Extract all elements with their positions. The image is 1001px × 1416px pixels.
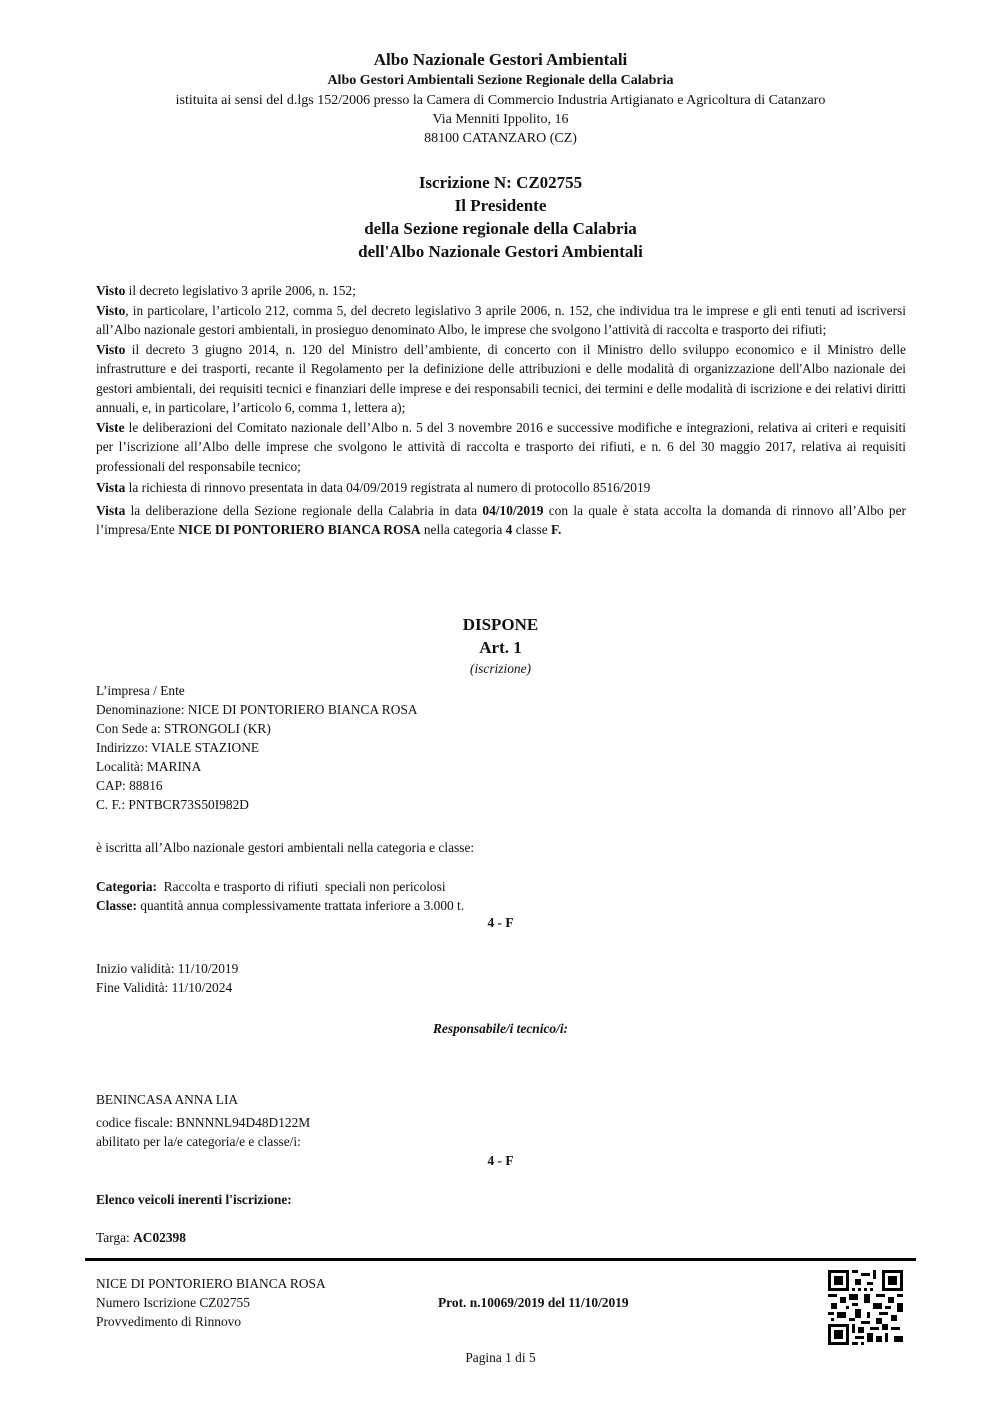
classe-line — [96, 896, 464, 916]
footer-protocollo: Prot. n.10069/2019 del 11/10/2019 — [438, 1295, 629, 1310]
footer-divider — [85, 1258, 916, 1261]
targa-value: AC02398 — [133, 1230, 186, 1245]
preamble-lead: Visto — [96, 341, 126, 357]
codice-fiscale: C. F.: PNTBCR73S50I982D — [96, 797, 249, 812]
fine-validita: Fine Validità: 11/10/2024 — [96, 980, 233, 995]
targa-label: Targa: — [96, 1230, 134, 1245]
classe-label: Classe: — [96, 898, 137, 913]
footer-provvedimento: Provvedimento di Rinnovo — [96, 1314, 242, 1329]
denominazione: Denominazione: NICE DI PONTORIERO BIANCA ROSA — [96, 702, 418, 717]
header-sezione-regionale: Albo Gestori Ambientali Sezione Regionale della Calabria — [327, 73, 674, 88]
deliberation-company: NICE DI PONTORIERO BIANCA ROSA — [178, 522, 421, 537]
header-istituita: istituita ai sensi del d.lgs 152/2006 presso la Camera di Commercio Industria Artigianato e Agricoltura di Catanzaro — [175, 93, 826, 108]
preamble-lead: Visto — [96, 283, 126, 298]
title-sezione: della Sezione regionale della Calabria — [364, 219, 637, 238]
deliberation-text: la deliberazione della Sezione regionale della Calabria in data — [125, 502, 483, 518]
preamble-lead: Visto — [96, 302, 126, 318]
preamble — [96, 281, 906, 540]
title-albo: dell'Albo Nazionale Gestori Ambientali — [358, 242, 643, 261]
title-presidente: Il Presidente — [454, 196, 547, 215]
deliberation-categoria: 4 — [505, 522, 513, 537]
deliberation-text: classe — [512, 522, 552, 537]
targa-line — [96, 1228, 186, 1248]
responsabile-abilitato: abilitato per la/e categoria/e e classe/i: — [96, 1134, 301, 1149]
preamble-item — [96, 418, 906, 477]
responsabile-cf: codice fiscale: BNNNNL94D48D122M — [96, 1115, 311, 1130]
preamble-lead: Viste — [96, 419, 125, 435]
preamble-text: le deliberazioni del Comitato nazionale dell’Albo n. 5 del 3 novembre 2016 e successive modifiche e integrazioni, relativa ai criteri e requisiti per l’iscrizione all’Albo delle imprese che svolgono le attività di raccolta e trasporto dei rifiuti, e n. 6 del 30 maggio 2017, relativa ai requisiti professionali del responsabile tecnico; — [96, 419, 906, 474]
deliberation-text: nella categoria — [420, 522, 506, 537]
footer-numero-iscrizione: Numero Iscrizione CZ02755 — [96, 1295, 250, 1310]
preamble-item — [96, 301, 906, 340]
sede: Con Sede a: STRONGOLI (KR) — [96, 721, 271, 736]
article-heading: Art. 1 — [479, 638, 522, 657]
impresa-label: L’impresa / Ente — [96, 683, 185, 698]
responsabile-code: 4 - F — [487, 1153, 514, 1168]
deliberation-date: 04/10/2019 — [482, 502, 544, 518]
iscritta-statement: è iscritta all’Albo nazionale gestori ambientali nella categoria e classe: — [96, 840, 475, 855]
categoria-classe-code: 4 - F — [487, 915, 514, 930]
categoria-value: Raccolta e trasporto di rifiuti speciali non pericolosi — [156, 879, 446, 894]
deliberation — [96, 501, 906, 540]
classe-value: quantità annua complessivamente trattata inferiore a 3.000 t. — [136, 898, 465, 913]
preamble-text: il decreto legislativo 3 aprile 2006, n. 152; — [125, 283, 356, 298]
indirizzo: Indirizzo: VIALE STAZIONE — [96, 740, 260, 755]
page-number: Pagina 1 di 5 — [465, 1350, 536, 1365]
qr-code-icon — [828, 1270, 903, 1345]
responsabili-heading: Responsabile/i tecnico/i: — [432, 1021, 568, 1036]
preamble-text: , in particolare, l’articolo 212, comma 5, del decreto legislativo 3 aprile 2006, n. 152, che individua tra le imprese e gli enti tenuti ad iscriversi all’Albo nazionale gestori ambientali, in prosieguo denominato Albo, le imprese che svolgono l’attività di raccolta e trasporto dei rifiuti; — [96, 302, 906, 337]
localita: Località: MARINA — [96, 759, 202, 774]
preamble-text: il decreto 3 giugno 2014, n. 120 del Ministro dell’ambiente, di concerto con il Ministro dello sviluppo economico e il Ministro delle infrastrutture e dei trasporti, recante il Regolamento per la definizione delle attribuzioni e delle modalità di organizzazione dell'Albo nazionale dei gestori ambientali, dei requisiti tecnici e finanziari delle imprese e dei responsabili tecnici, dei termini e delle modalità di iscrizione e dei relativi diritti annuali, e, in particolare, l’articolo 6, comma 1, lettera a); — [96, 341, 906, 415]
header-address: Via Menniti Ippolito, 16 — [432, 112, 569, 127]
dispone-heading: DISPONE — [462, 615, 539, 634]
cap: CAP: 88816 — [96, 778, 163, 793]
categoria-label: Categoria: — [96, 879, 157, 894]
footer-company: NICE DI PONTORIERO BIANCA ROSA — [96, 1276, 326, 1291]
preamble-item — [96, 478, 906, 498]
article-subtitle: (iscrizione) — [470, 661, 531, 676]
header-albo-nazionale: Albo Nazionale Gestori Ambientali — [373, 50, 628, 69]
preamble-item — [96, 340, 906, 418]
preamble-lead: Vista — [96, 480, 126, 495]
preamble-item — [96, 281, 906, 301]
deliberation-lead: Vista — [96, 502, 126, 518]
preamble-text: la richiesta di rinnovo presentata in data 04/09/2019 registrata al numero di protocollo 8516/2019 — [125, 480, 651, 495]
responsabile-name: BENINCASA ANNA LIA — [96, 1092, 239, 1107]
deliberation-classe: F. — [551, 522, 562, 537]
inizio-validita: Inizio validità: 11/10/2019 — [96, 961, 239, 976]
veicoli-heading: Elenco veicoli inerenti l'iscrizione: — [96, 1192, 292, 1207]
categoria-line — [96, 877, 446, 897]
deliberation-text: con la quale è stata accolta la domanda di rinnovo all’Albo per l’impresa/Ente — [96, 502, 906, 537]
header-city: 88100 CATANZARO (CZ) — [424, 131, 577, 146]
iscrizione-number: Iscrizione N: CZ02755 — [418, 173, 583, 192]
